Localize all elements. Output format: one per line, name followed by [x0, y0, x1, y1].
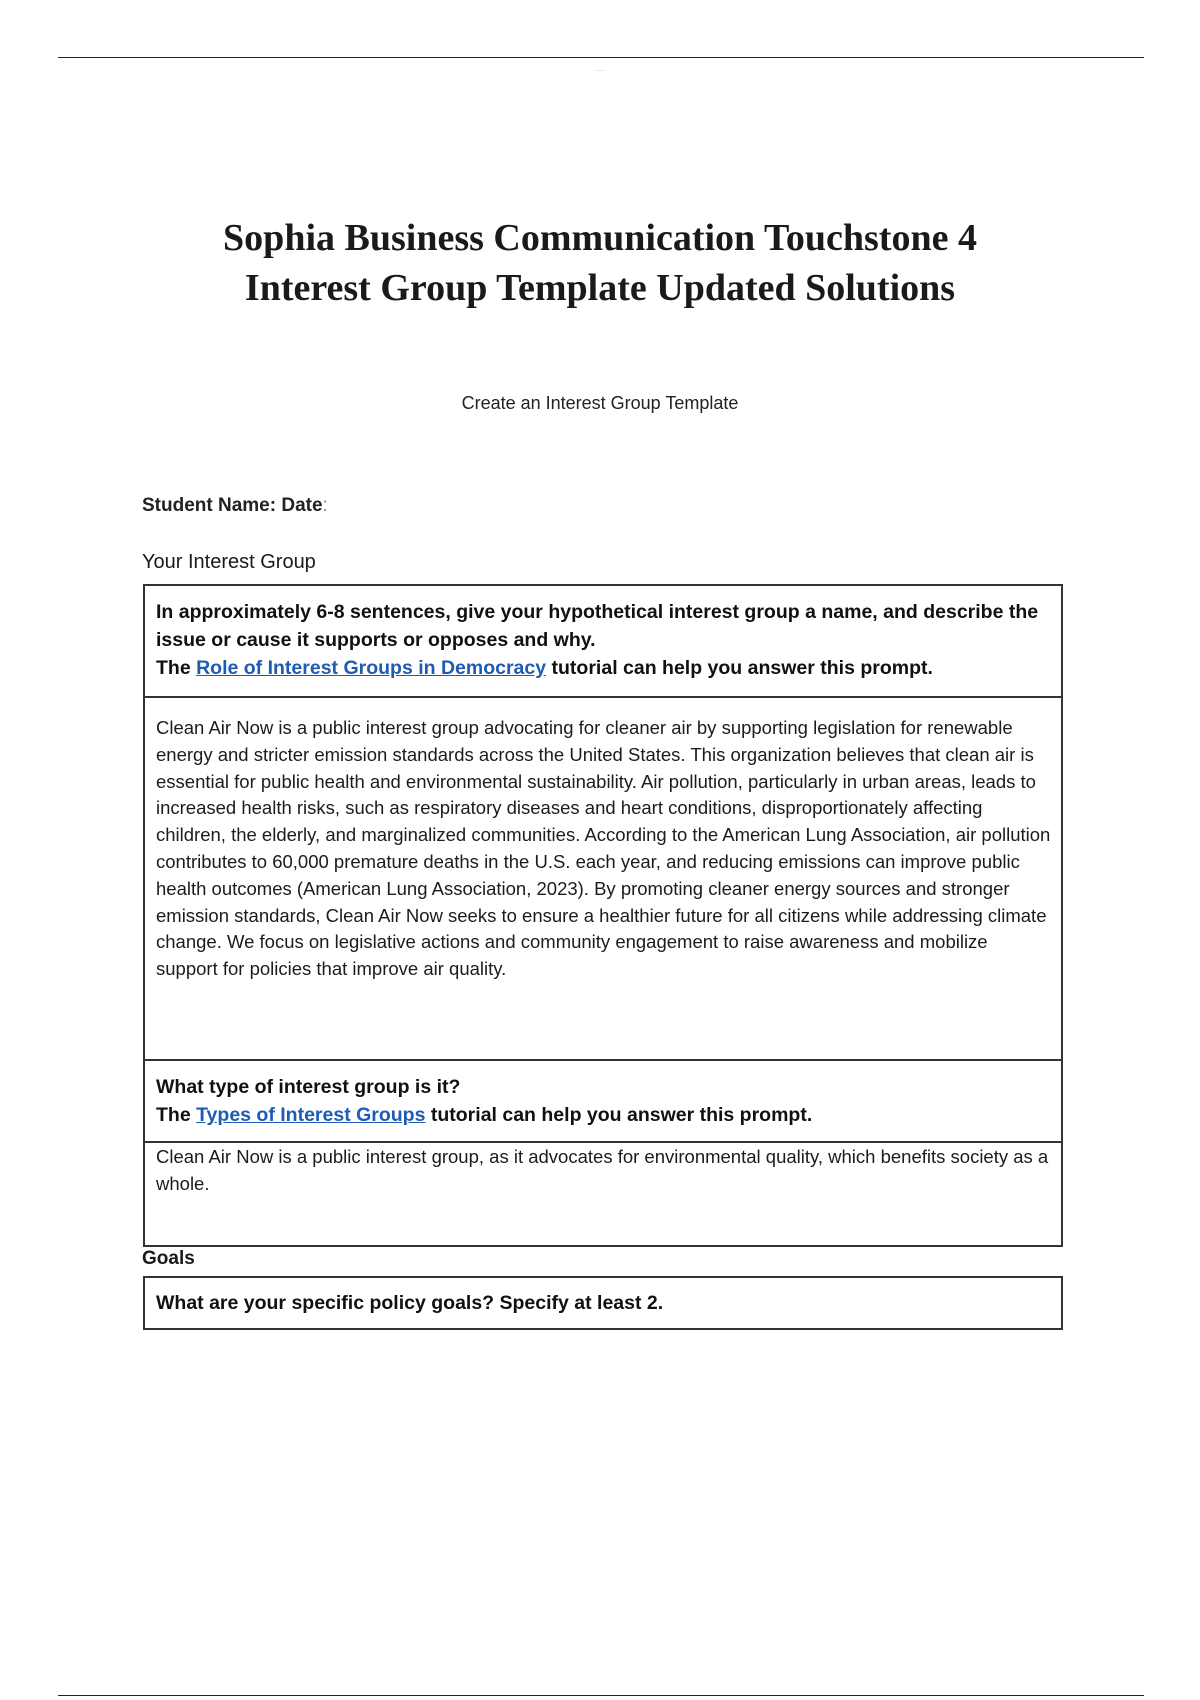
- title-line-1: Sophia Business Communication Touchstone 4: [223, 217, 977, 259]
- q1-prompt-text: In approximately 6-8 sentences, give your hypothetical interest group a name, and describe the issue or cause it supports or opposes and why.: [156, 601, 1039, 651]
- row-divider: [145, 1059, 1061, 1061]
- q1-prompt-cell: [145, 598, 1061, 682]
- q2-tutorial-prefix: The: [156, 1104, 191, 1126]
- document-subtitle: Create an Interest Group Template: [461, 393, 739, 413]
- date-label: Date: [281, 495, 323, 516]
- student-name-label: Student Name:: [142, 495, 277, 516]
- student-info-line: [142, 495, 328, 517]
- q2-prompt-cell: [145, 1073, 1061, 1129]
- q2-tutorial-link[interactable]: Types of Interest Groups: [196, 1104, 426, 1126]
- q1-answer-cell: Clean Air Now is a public interest group advocating for cleaner air by supporting legislation for renewable energy and stricter emission standards across the United States. This organization believes that clean air is essential for public health and environmental sustainability. Air pollution, particularly in urban areas, leads to increased health risks, such as respiratory diseases and heart conditions, disproportionately affecting children, the elderly, and marginalized communities. According to the American Lung Association, air pollution contributes to 60,000 premature deaths in the U.S. each year, and reducing emissions can improve public health outcomes (American Lung Association, 2023). By promoting cleaner energy sources and stronger emission standards, Clean Air Now seeks to ensure a healthier future for all citizens while addressing climate change. We focus on legislative actions and community engagement to raise awareness and mobilize support for policies that improve air quality.: [156, 717, 1051, 980]
- q2-tutorial-line: [156, 1101, 1051, 1129]
- row-divider: [145, 696, 1061, 698]
- q1-tutorial-link[interactable]: Role of Interest Groups in Democracy: [196, 657, 547, 679]
- q2-tutorial-suffix: tutorial can help you answer this prompt.: [430, 1104, 813, 1126]
- q2-prompt-text: What type of interest group is it?: [156, 1076, 461, 1098]
- q1-tutorial-suffix: tutorial can help you answer this prompt.: [551, 657, 933, 679]
- section-label-goals: Goals: [142, 1248, 195, 1269]
- header-mark: ······: [594, 68, 606, 74]
- q1-tutorial-line: [156, 654, 1051, 682]
- date-colon: :: [322, 495, 328, 516]
- goals-table: [143, 1276, 1063, 1330]
- q1-tutorial-prefix: The: [156, 657, 191, 679]
- document-title: [0, 213, 1200, 313]
- row-divider: [145, 1141, 1061, 1143]
- interest-group-table: [143, 584, 1063, 1247]
- q2-answer-cell: Clean Air Now is a public interest group, as it advocates for environmental quality, which benefits society as a whole.: [156, 1146, 1049, 1194]
- title-line-2: Interest Group Template Updated Solutions: [244, 267, 956, 309]
- q3-prompt-cell: What are your specific policy goals? Specify at least 2.: [156, 1292, 664, 1314]
- section-label-interest-group: Your Interest Group: [142, 551, 316, 573]
- top-rule: [58, 57, 1144, 58]
- bottom-rule: [58, 1695, 1144, 1696]
